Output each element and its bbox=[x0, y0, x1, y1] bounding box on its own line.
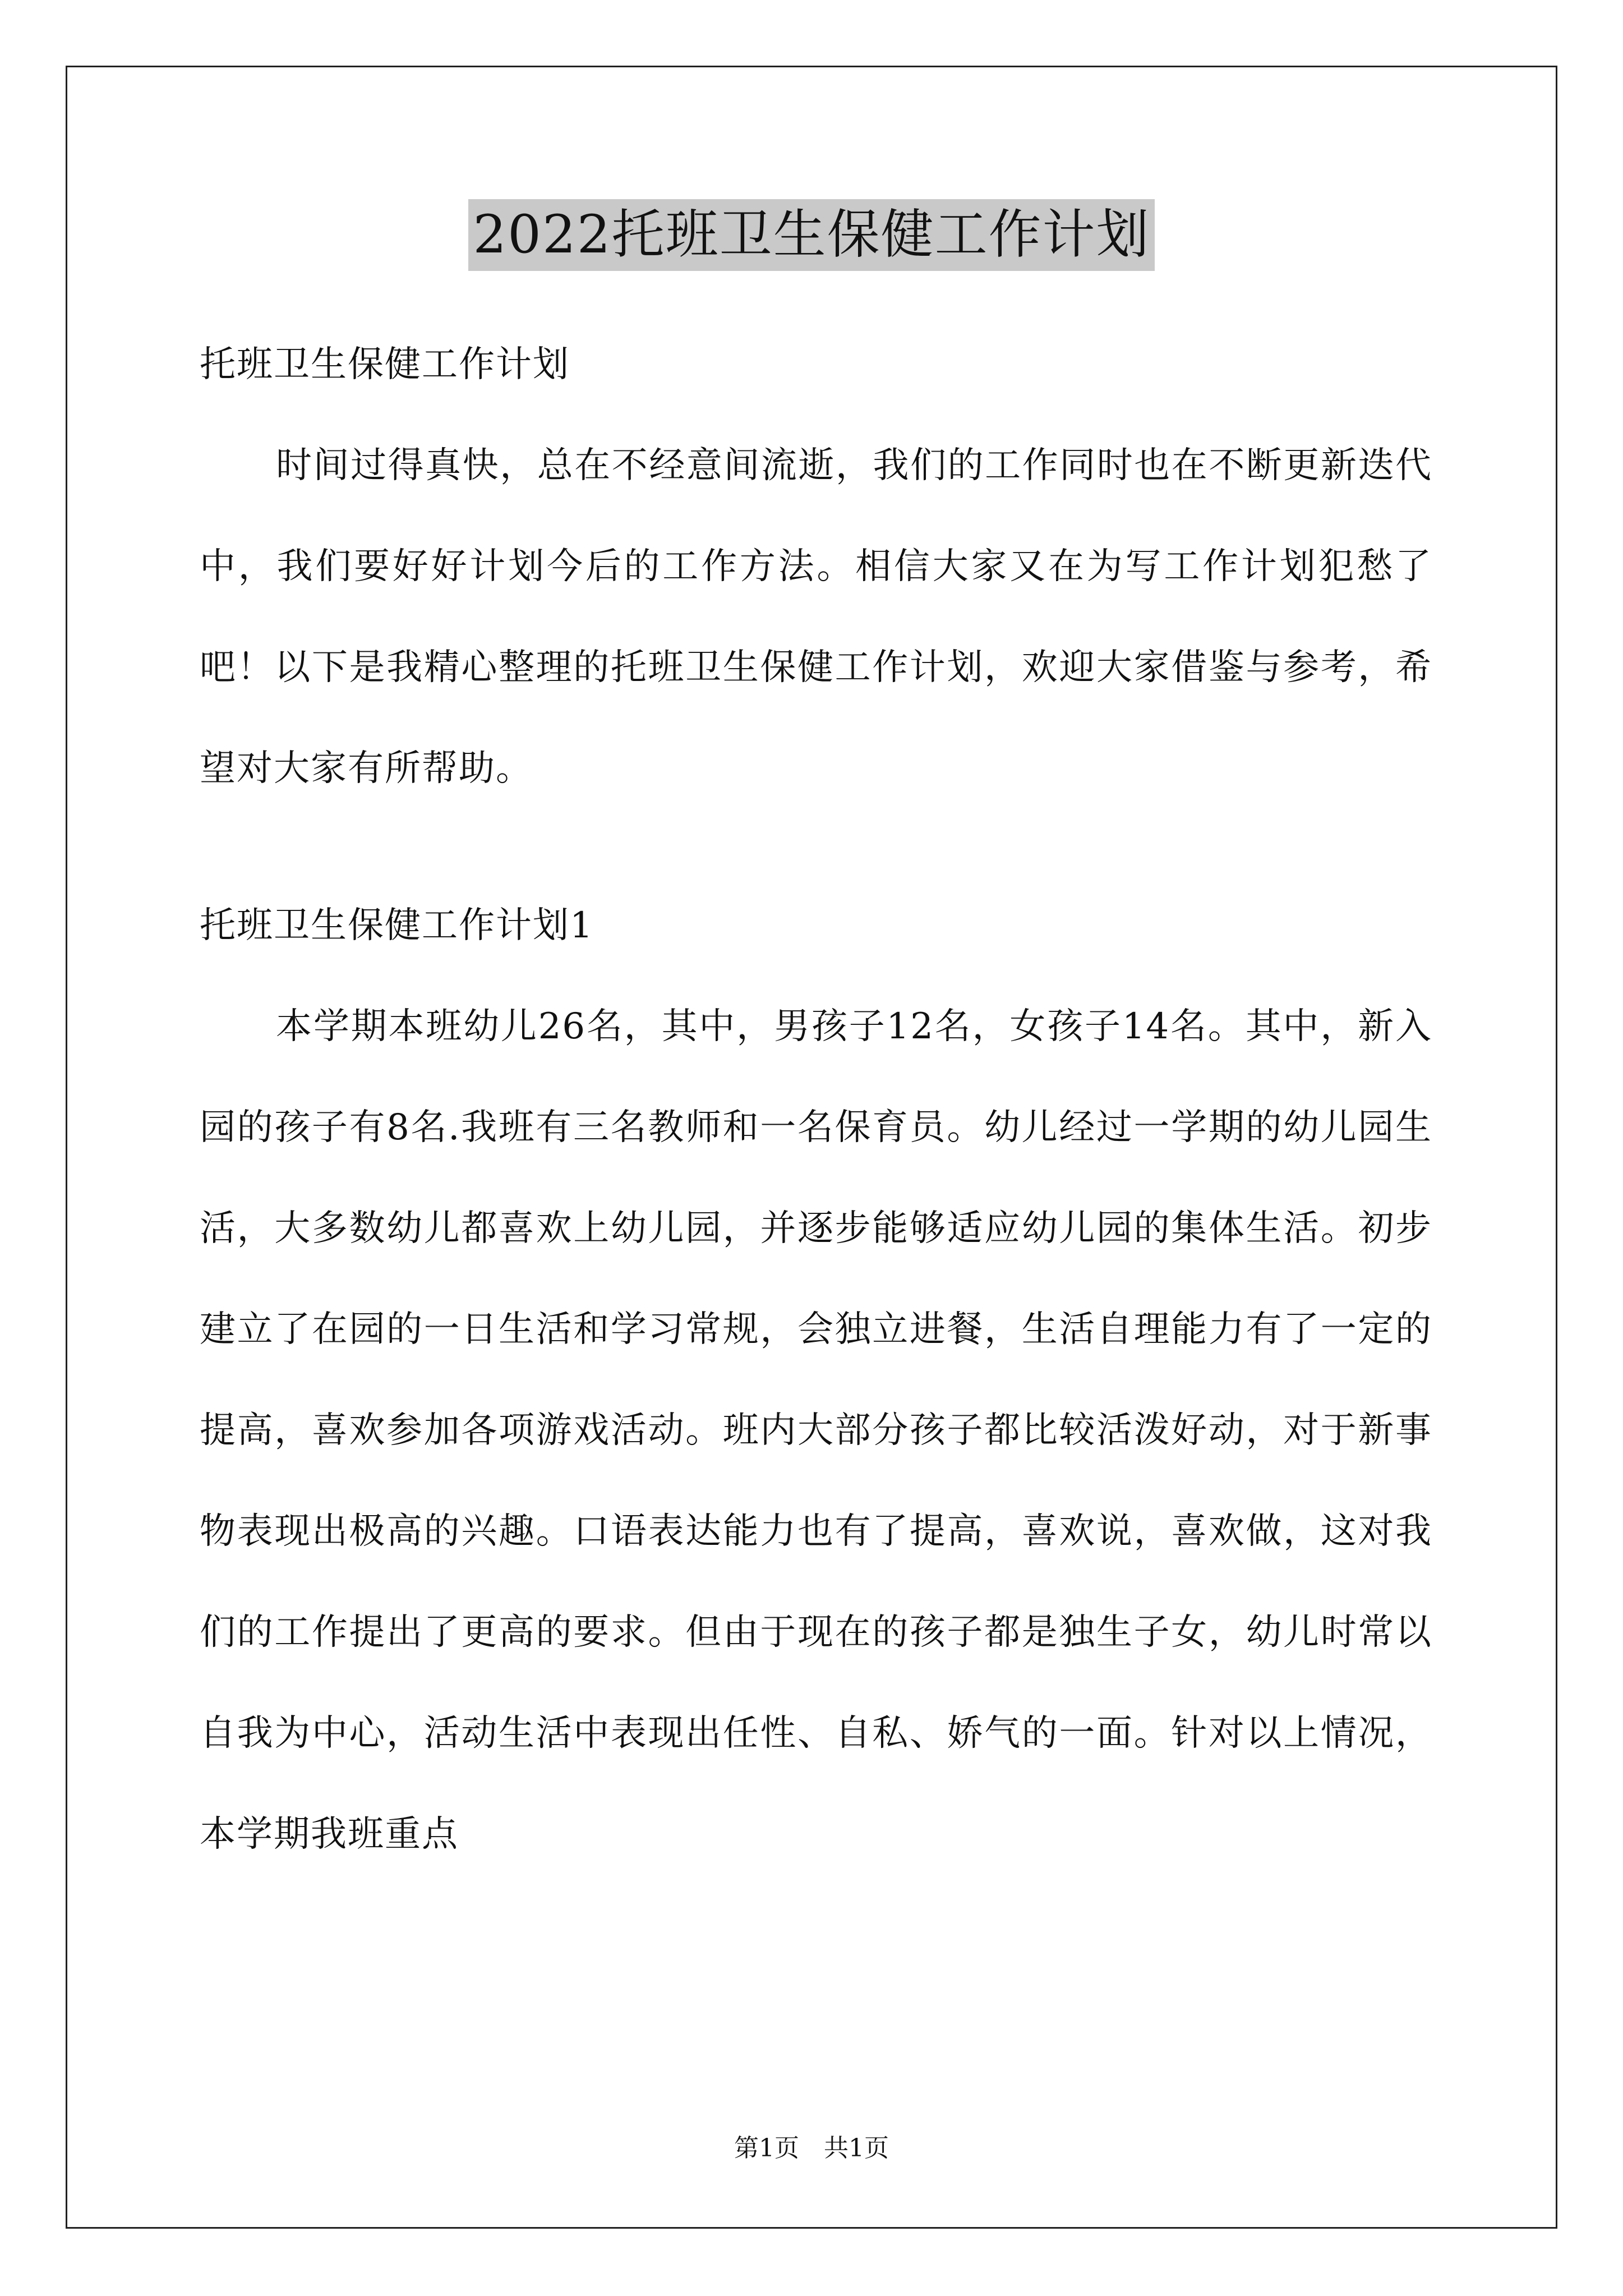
section-paragraph: 本学期本班幼儿26名，其中，男孩子12名，女孩子14名。其中，新入园的孩子有8名.我班有三名教师和一名保育员。幼儿经过一学期的幼儿园生活，大多数幼儿都喜欢上幼儿园，并逐步能够适应幼儿园的集体生活。初步建立了在园的一日生活和学习常规，会独立进餐，生活自理能力有了一定的提高，喜欢参加各项游戏活动。班内大部分孩子都比较活泼好动，对于新事物表现出极高的兴趣。口语表达能力也有了提高，喜欢说，喜欢做，这对我们的工作提出了更高的要求。但由于现在的孩子都是独生子女，幼儿时常以自我为中心，活动生活中表现出任性、自私、娇气的一面。针对以上情况，本学期我班重点 bbox=[200, 1006, 1432, 1855]
document-title: 2022托班卫生保健工作计划 bbox=[468, 199, 1154, 271]
page-footer: 第1页 共1页 bbox=[734, 2134, 889, 2162]
title-area bbox=[0, 199, 1623, 271]
paragraph-gap bbox=[200, 819, 1432, 875]
section-heading: 托班卫生保健工作计划1 bbox=[200, 905, 594, 946]
document-subtitle: 托班卫生保健工作计划 bbox=[200, 344, 570, 385]
document-body bbox=[200, 314, 1432, 1885]
intro-paragraph: 时间过得真快，总在不经意间流逝，我们的工作同时也在不断更新迭代中，我们要好好计划今后的工作方法。相信大家又在为写工作计划犯愁了吧！以下是我精心整理的托班卫生保健工作计划，欢迎大家借鉴与参考，希望对大家有所帮助。 bbox=[200, 445, 1432, 789]
